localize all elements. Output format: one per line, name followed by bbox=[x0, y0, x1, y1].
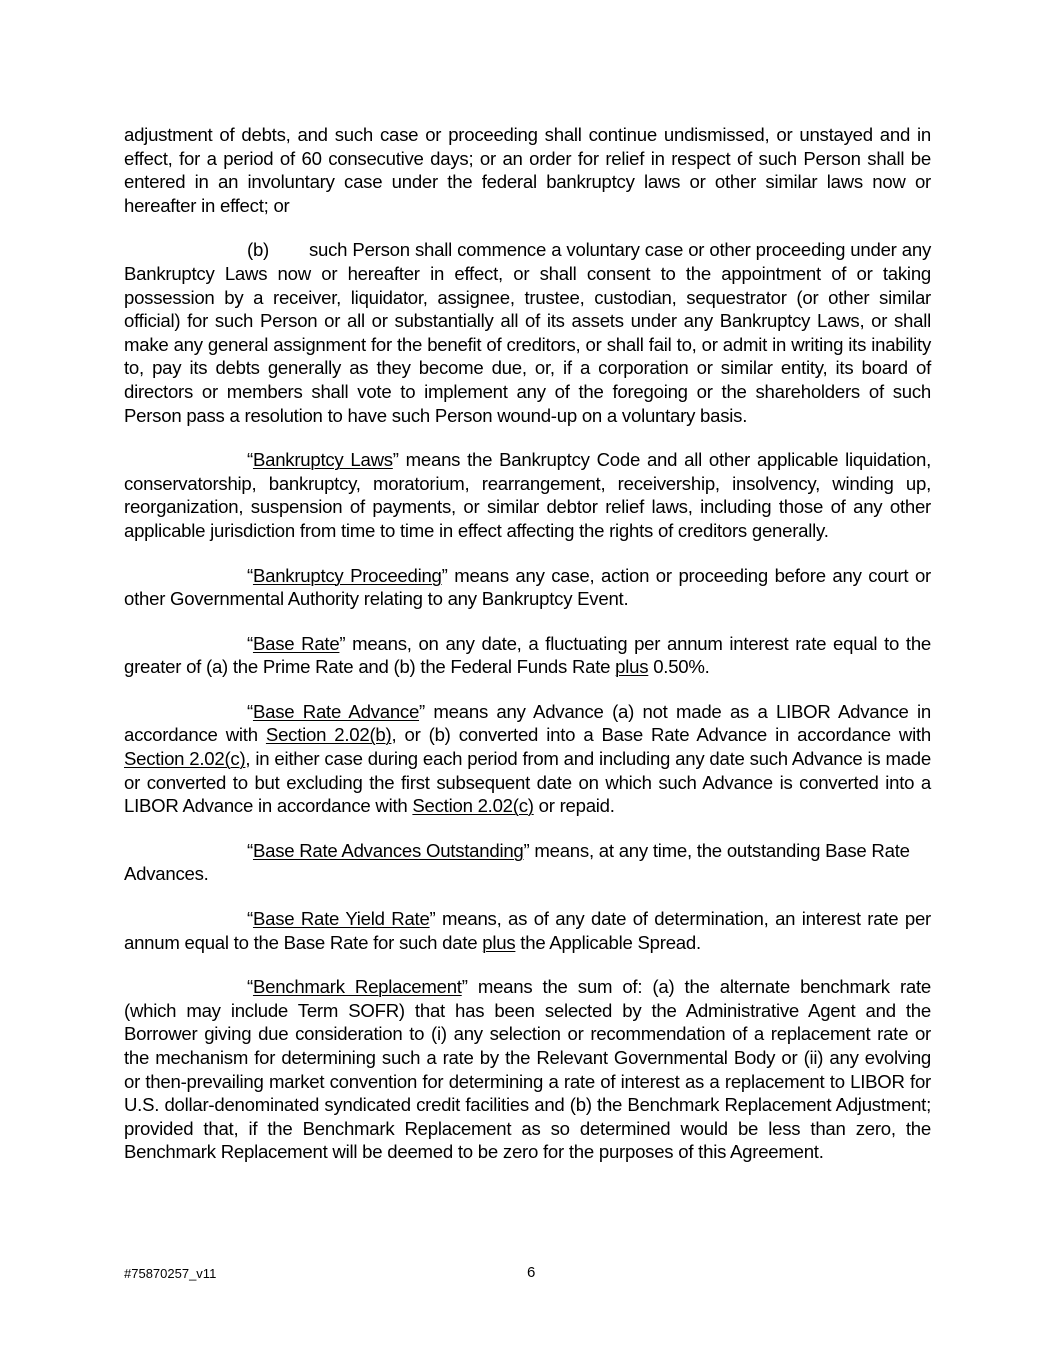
defined-term: Base Rate Yield Rate bbox=[252, 908, 430, 930]
paragraph-text: adjustment of debts, and such case or proceeding shall continue undismissed, or unstayed and in effect, for a period of 60 consecutive days; or an order for relief in respect of such Person shall be entered in an involuntary case under the federal bankruptcy laws or other similar laws now or hereafter in effect; or bbox=[124, 124, 931, 216]
definition-text: the Applicable Spread. bbox=[515, 931, 701, 953]
definition-text: means, on any date, a fluctuating per annum interest rate equal to the greater of (a) the Prime Rate and (b) the Federal Funds Rate bbox=[124, 632, 931, 678]
section-reference: Section 2.02(b) bbox=[265, 724, 392, 746]
underlined-plus: plus bbox=[482, 931, 516, 953]
paragraph-clause-b bbox=[124, 238, 931, 427]
definition-text: means the Bankruptcy Code and all other applicable liquidation, conservatorship, bankruptcy, moratorium, rearrangement, receivership, insolvency, winding up, reorganization, suspension of payments, or similar debtor relief laws, including those of any other applicable jurisdiction from time to time in effect affecting the rights of creditors generally. bbox=[124, 449, 931, 541]
definition-text: means, at any time, the outstanding Base Rate bbox=[529, 839, 910, 861]
definition-base-rate-advances-outstanding: “Base Rate Advances Outstanding” means, at any time, the outstanding Base Rate Advances. bbox=[124, 839, 910, 885]
clause-label: (b) bbox=[247, 239, 269, 261]
defined-term: Bankruptcy Laws bbox=[252, 449, 393, 471]
defined-term: Base Rate Advance bbox=[252, 700, 420, 722]
definition-bankruptcy-laws: “Bankruptcy Laws” means the Bankruptcy Code and all other applicable liquidation, conservatorship, bankruptcy, moratorium, rearrangement, receivership, insolvency, winding up, reorganization, suspension of payments, or similar debtor relief laws, including those of any other applicable jurisdiction from time to time in effect affecting the rights of creditors generally. bbox=[124, 449, 931, 541]
footer-page-number: 6 bbox=[527, 1264, 536, 1281]
definition-text: , or (b) converted into a Base Rate Advance in accordance with bbox=[391, 724, 931, 746]
paragraph-text: such Person shall commence a voluntary case or other proceeding under any Bankruptcy Laws now or hereafter in effect, or shall consent to the appointment of or taking possession by a receiver, liquidator, assignee, trustee, custodian, sequestrator (or other similar official) for such Person or all or substantially all of its assets under any Bankruptcy Laws, or shall make any general assignment for the benefit of creditors, or shall fail to, or admit in writing its inability to, pay its debts generally as they become due, or, if a corporation or similar entity, its board of directors or members shall vote to implement any of the foregoing or the shareholders of such Person pass a resolution to have such Person wound-up on a voluntary basis. bbox=[124, 239, 931, 426]
section-reference: Section 2.02(c) bbox=[124, 748, 246, 770]
defined-term: Bankruptcy Proceeding bbox=[252, 564, 442, 586]
defined-term: Base Rate Advances Outstanding bbox=[252, 839, 524, 861]
definition-bankruptcy-proceeding: “Bankruptcy Proceeding” means any case, action or proceeding before any court or other Governmental Authority relating to any Bankruptcy Event. bbox=[124, 564, 931, 610]
definition-text: means any case, action or proceeding before any court or other Governmental Authority relating to any Bankruptcy Event. bbox=[124, 564, 931, 610]
definition-base-rate-yield-rate: “Base Rate Yield Rate” means, as of any date of determination, an interest rate per annum equal to the Base Rate for such date plus the Applicable Spread. bbox=[124, 908, 931, 953]
definition-benchmark-replacement: “Benchmark Replacement” means the sum of: (a) the alternate benchmark rate (which may include Term SOFR) that has been selected by the Administrative Agent and the Borrower giving due consideration to (i) any selection or recommendation of a replacement rate or the mechanism for determining such a rate by the Relevant Governmental Body or (ii) any evolving or then-prevailing market convention for determining a rate of interest as a replacement to LIBOR for U.S. dollar-denominated syndicated credit facilities and (b) the Benchmark Replacement Adjustment; provided that, if the Benchmark Replacement as so determined would be less than zero, the Benchmark Replacement will be deemed to be zero for the purposes of this Agreement. bbox=[124, 976, 932, 1163]
definition-continuation: Advances. bbox=[124, 863, 209, 885]
definition-text: means the sum of: (a) the alternate benchmark rate (which may include Term SOFR) that has been selected by the Administrative Agent and the Borrower giving due consideration to (i) any selection or recommendation of a replacement rate or the mechanism for determining such a rate by the Relevant Governmental Body or (ii) any evolving or then-prevailing market convention for determining a rate of interest as a replacement to LIBOR for U.S. dollar-denominated syndicated credit facilities and (b) the Benchmark Replacement Adjustment; provided that, if the Benchmark Replacement as so determined would be less than zero, the Benchmark Replacement will be deemed to be zero for the purposes of this Agreement. bbox=[124, 976, 932, 1163]
definition-base-rate-advance: “Base Rate Advance” means any Advance (a) not made as a LIBOR Advance in accordance with Section 2.02(b), or (b) converted into a Base Rate Advance in accordance with Section 2.02(c), in either case during each period from and including any date such Advance is made or converted to but excluding the first subsequent date on which such Advance is converted into a LIBOR Advance in accordance with Section 2.02(c) or repaid. bbox=[124, 700, 931, 817]
definition-text: , in either case during each period from and including any date such Advance is made or converted to but excluding the first subsequent date on which such Advance is converted into a LIBOR Advance in accordance with bbox=[124, 748, 931, 817]
section-reference: Section 2.02(c) bbox=[412, 795, 534, 817]
definition-base-rate: “Base Rate” means, on any date, a fluctuating per annum interest rate equal to the greater of (a) the Prime Rate and (b) the Federal Funds Rate plus 0.50%. bbox=[124, 632, 931, 678]
paragraph-continuation bbox=[124, 123, 931, 217]
definition-text: 0.50%. bbox=[648, 656, 710, 678]
defined-term: Base Rate bbox=[252, 632, 340, 654]
defined-term: Benchmark Replacement bbox=[252, 976, 462, 998]
document-body bbox=[124, 123, 931, 1185]
footer-document-id: #75870257_v11 bbox=[124, 1266, 217, 1281]
definition-text: means, as of any date of determination, an interest rate per annum equal to the Base Rate for such date bbox=[124, 908, 931, 953]
definition-text: means any Advance (a) not made as a LIBOR Advance in accordance with bbox=[124, 700, 931, 746]
definition-text: or repaid. bbox=[533, 795, 615, 817]
underlined-plus: plus bbox=[615, 656, 649, 678]
